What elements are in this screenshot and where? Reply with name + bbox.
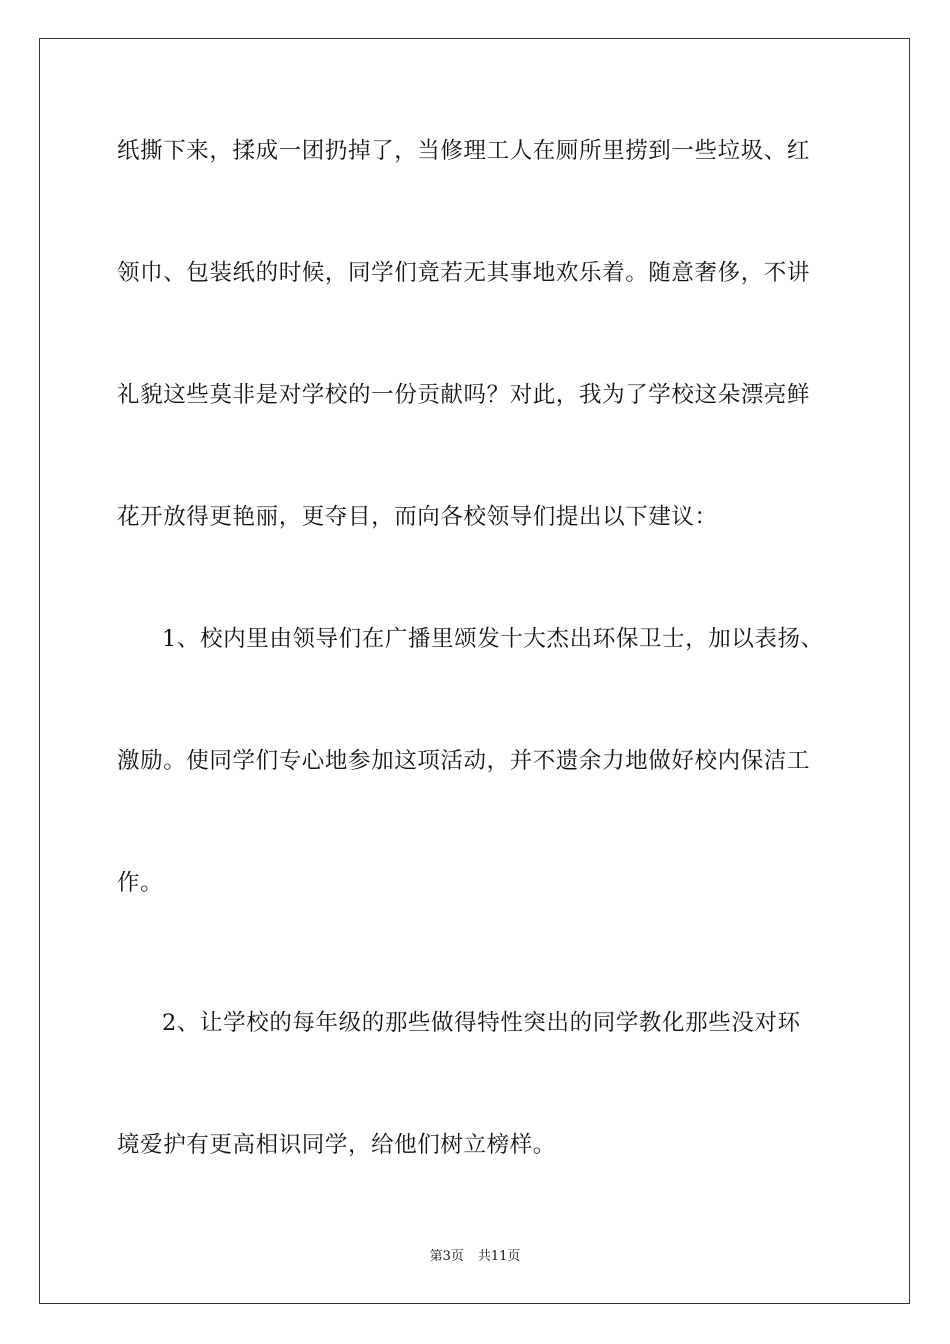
body-text-line: 纸撕下来，揉成一团扔掉了，当修理工人在厕所里捞到一些垃圾、红	[117, 138, 811, 164]
page-total: 共11页	[477, 1249, 521, 1264]
page-border	[39, 38, 910, 1304]
body-text-line: 领巾、包装纸的时候，同学们竟若无其事地欢乐着。随意奢侈，不讲	[117, 260, 811, 286]
body-text-line: 花开放得更艳丽，更夺目，而向各校领导们提出以下建议：	[117, 504, 718, 530]
body-text-line: 激励。使同学们专心地参加这项活动，并不遗余力地做好校内保洁工	[117, 748, 811, 774]
body-text-line: 作。	[117, 870, 164, 896]
body-text-line: 境爱护有更高相识同学，给他们树立榜样。	[117, 1132, 556, 1158]
page-footer	[0, 1248, 950, 1266]
page-number: 第3页	[429, 1249, 464, 1264]
body-text-line: 1、校内里由领导们在广播里颂发十大杰出环保卫士，加以表扬、	[162, 626, 824, 652]
body-text-line: 2、让学校的每年级的那些做得特性突出的同学教化那些没对环	[162, 1010, 801, 1036]
body-text-line: 礼貌这些莫非是对学校的一份贡献吗？对此，我为了学校这朵漂亮鲜	[117, 382, 811, 408]
